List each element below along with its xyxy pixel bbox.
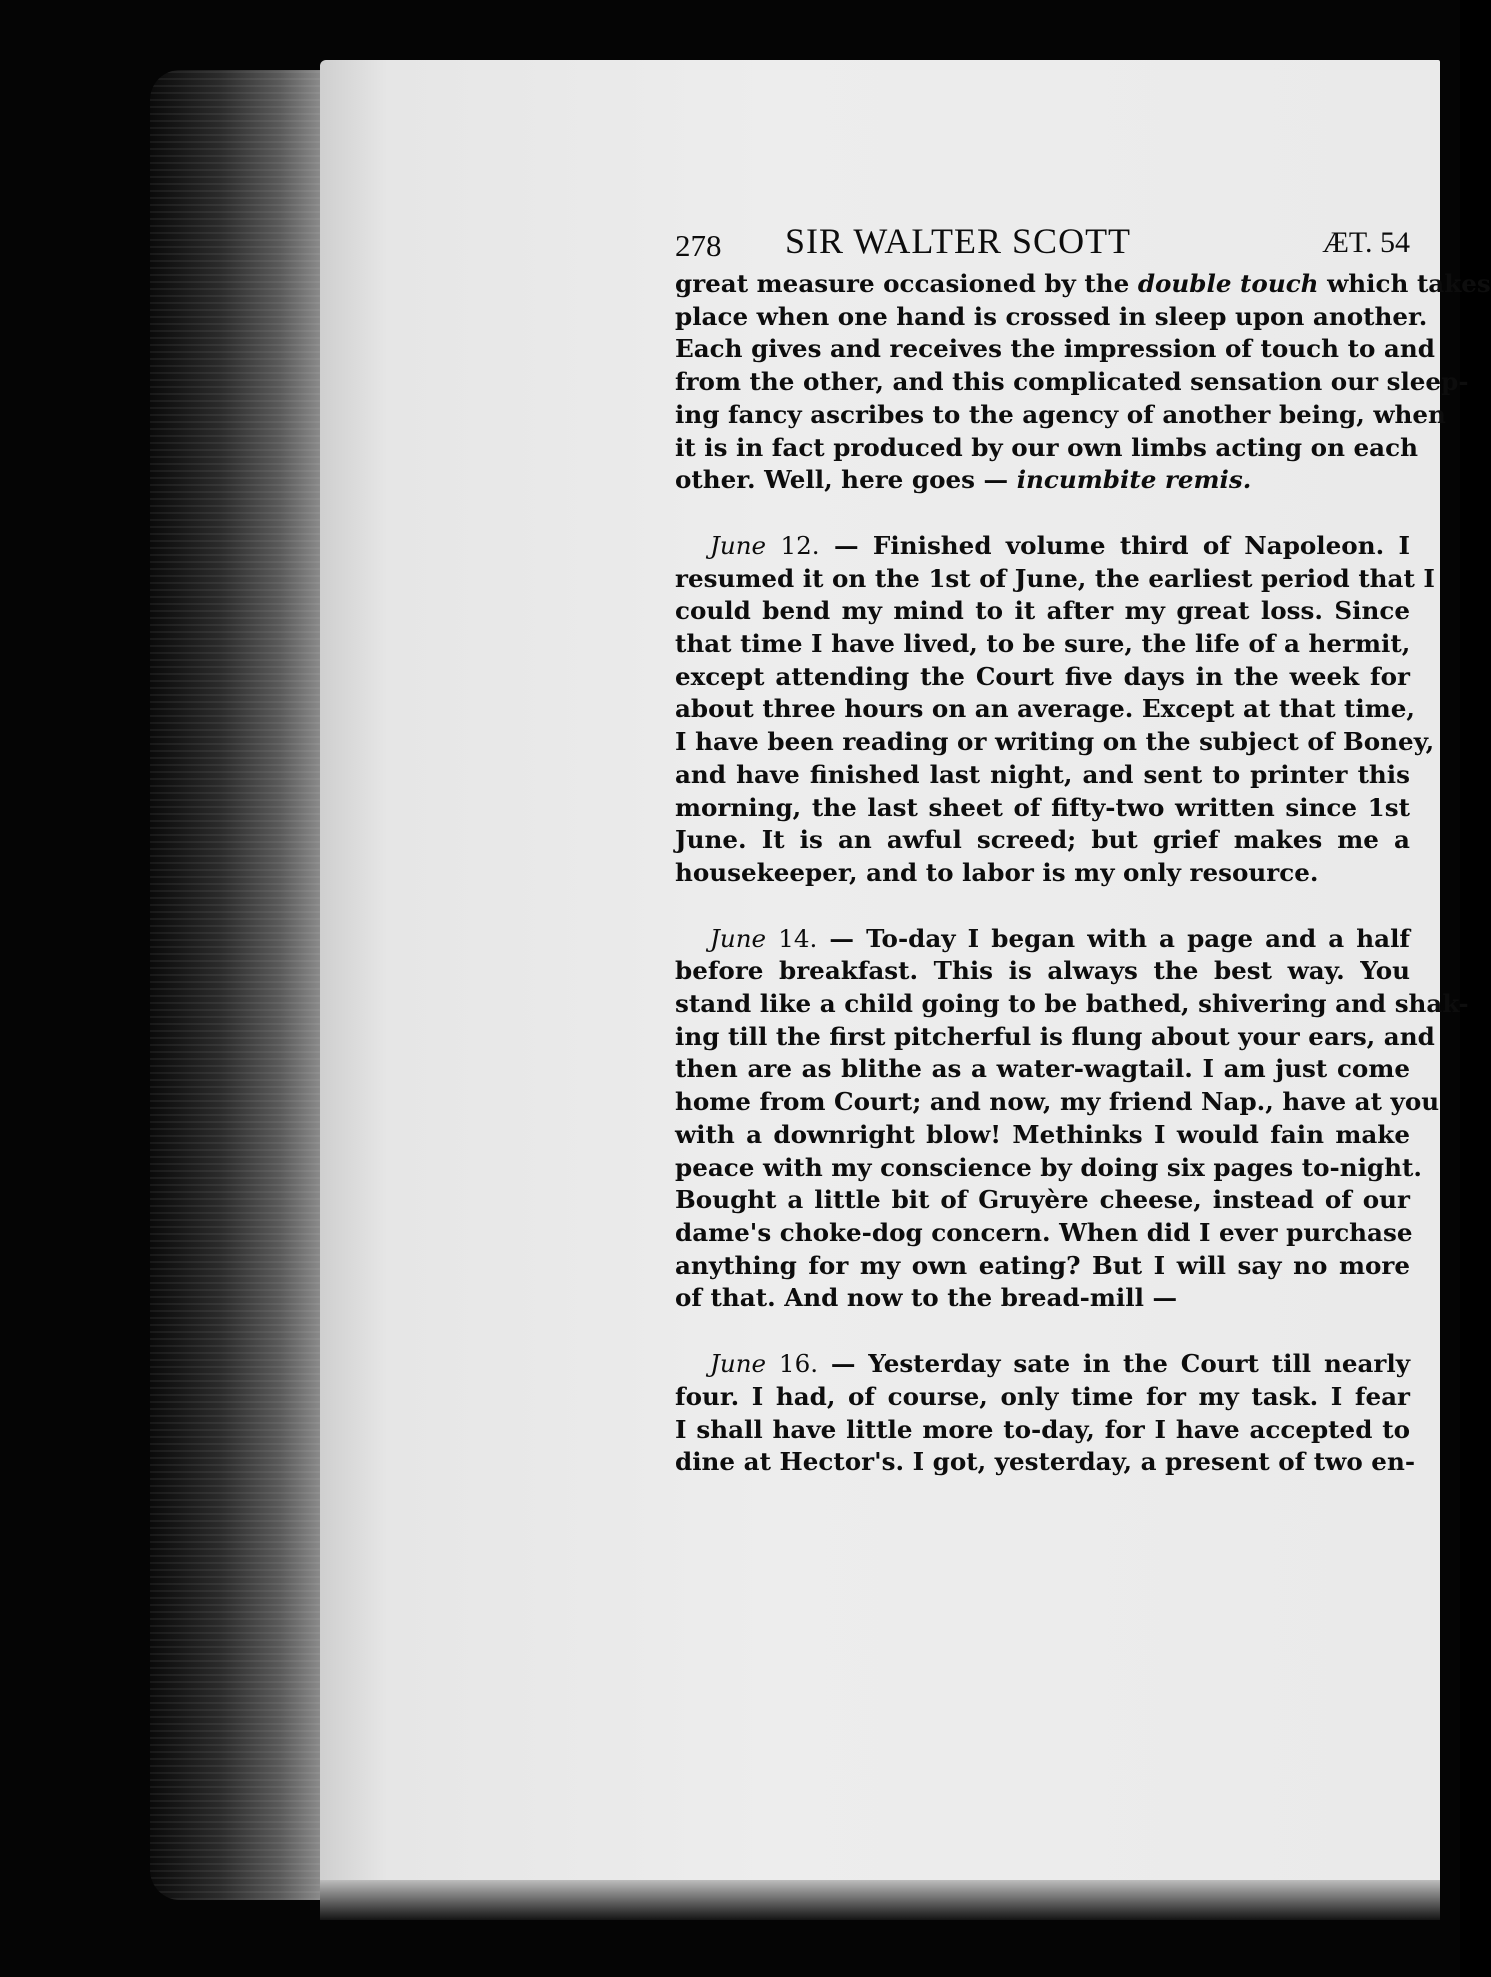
text-line: place when one hand is crossed in sleep upon another.: [675, 301, 1428, 331]
page-number: 278: [675, 228, 722, 263]
text-line: that time I have lived, to be sure, the life of a hermit,: [675, 629, 1411, 659]
entry-date-day: 12.: [780, 530, 820, 560]
text-line: anything for my own eating? But I will say no more: [675, 1250, 1410, 1280]
text-line: from the other, and this complicated sensation our sleep-: [675, 367, 1469, 397]
text-block: [675, 220, 1491, 1479]
text-line: I have been reading or writing on the subject of Boney,: [675, 727, 1435, 757]
text-line: dine at Hector's. I got, yesterday, a present of two en-: [675, 1447, 1416, 1477]
paragraph: [675, 530, 1435, 890]
text-line: I shall have little more to-day, for I have accepted to: [675, 1414, 1410, 1444]
text-line: housekeeper, and to labor is my only resource.: [675, 857, 1319, 887]
text-line: except attending the Court five days in the week for: [675, 661, 1410, 691]
text-line: stand like a child going to be bathed, shivering and shak-: [675, 989, 1469, 1019]
text-line: ing fancy ascribes to the agency of another being, when: [675, 399, 1446, 429]
text-line: before breakfast. This is always the best way. You: [675, 956, 1410, 986]
text-line: Bought a little bit of Gruyère cheese, instead of our: [675, 1185, 1410, 1215]
age-mark: ÆT. 54: [1322, 226, 1410, 259]
paragraph-gap: [675, 497, 1410, 530]
text-line: June 14. — To-day I began with a page and a half: [710, 923, 1410, 953]
text-line: with a downright blow! Methinks I would fain make: [675, 1119, 1410, 1149]
text-line: morning, the last sheet of fifty-two written since 1st: [675, 792, 1410, 822]
text-line: June 12. — Finished volume third of Napoleon. I: [710, 530, 1411, 560]
italic-phrase: incumbite remis.: [1016, 465, 1252, 495]
text-line: June 16. — Yesterday sate in the Court till nearly: [710, 1349, 1410, 1379]
text-line: great measure occasioned by the double touch which takes: [675, 269, 1491, 298]
entry-date-month: June: [710, 923, 767, 953]
italic-phrase: double touch: [1137, 269, 1319, 298]
text-line: peace with my conscience by doing six pages to-night.: [675, 1152, 1422, 1182]
entry-date-month: June: [710, 1349, 767, 1379]
text-line: Each gives and receives the impression of touch to and: [675, 334, 1435, 364]
text-line: ing till the first pitcherful is flung about your ears, and: [675, 1021, 1435, 1051]
text-line: dame's choke-dog concern. When did I ever purchase: [675, 1217, 1413, 1247]
paragraph: [675, 1348, 1416, 1479]
text-line: resumed it on the 1st of June, the earliest period that I: [675, 563, 1435, 593]
text-line: about three hours on an average. Except at that time,: [675, 694, 1415, 724]
entry-date-day: 16.: [778, 1349, 819, 1379]
text-line: home from Court; and now, my friend Nap., have at you: [675, 1087, 1440, 1117]
text-line: then are as blithe as a water-wagtail. I am just come: [675, 1054, 1410, 1084]
text-line: of that. And now to the bread-mill —: [675, 1283, 1178, 1313]
body-text: [675, 268, 1491, 1479]
text-line: could bend my mind to it after my great loss. Since: [675, 596, 1410, 626]
text-line: it is in fact produced by our own limbs acting on each: [675, 432, 1418, 462]
entry-date-day: 14.: [778, 923, 818, 953]
page-bottom-shadow: [320, 1880, 1440, 1920]
running-head: [675, 220, 1410, 268]
paragraph: [675, 268, 1491, 497]
text-line: June. It is an awful screed; but grief makes me a: [675, 825, 1410, 855]
entry-date-month: June: [710, 530, 767, 560]
paragraph-gap: [675, 890, 1410, 923]
running-title: SIR WALTER SCOTT: [785, 221, 1132, 261]
paragraph: [675, 923, 1469, 1315]
text-line: four. I had, of course, only time for my task. I fear: [675, 1381, 1410, 1411]
text-line: and have finished last night, and sent to printer this: [675, 759, 1410, 789]
text-line: other. Well, here goes — incumbite remis.: [675, 465, 1252, 495]
paragraph-gap: [675, 1315, 1410, 1348]
